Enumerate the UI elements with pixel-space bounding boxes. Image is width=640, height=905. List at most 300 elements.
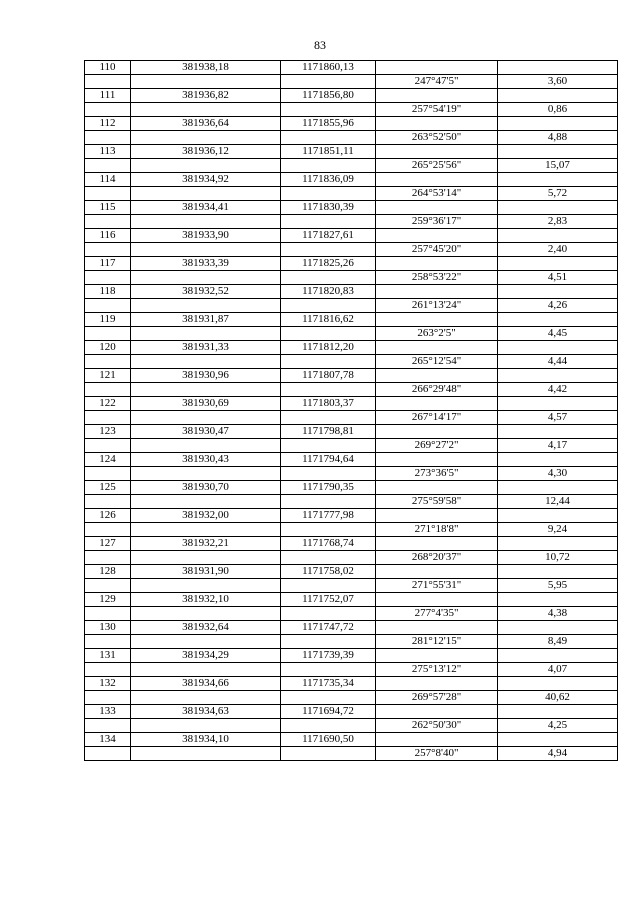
empty-cell	[281, 663, 376, 677]
segment-row	[85, 467, 618, 481]
empty-cell	[131, 607, 281, 621]
distance-cell: 4,94	[498, 747, 618, 761]
distance-cell: 15,07	[498, 159, 618, 173]
empty-cell	[498, 453, 618, 467]
empty-cell	[498, 649, 618, 663]
empty-cell	[85, 355, 131, 369]
x-coordinate-cell: 381934,41	[131, 201, 281, 215]
empty-cell	[376, 509, 498, 523]
empty-cell	[85, 215, 131, 229]
point-row	[85, 621, 618, 635]
empty-cell	[131, 103, 281, 117]
empty-cell	[376, 201, 498, 215]
direction-angle-cell: 265°25'56"	[376, 159, 498, 173]
y-coordinate-cell: 1171836,09	[281, 173, 376, 187]
x-coordinate-cell: 381934,63	[131, 705, 281, 719]
y-coordinate-cell: 1171768,74	[281, 537, 376, 551]
empty-cell	[376, 61, 498, 75]
direction-angle-cell: 265°12'54"	[376, 355, 498, 369]
empty-cell	[85, 635, 131, 649]
distance-cell: 40,62	[498, 691, 618, 705]
empty-cell	[376, 229, 498, 243]
empty-cell	[498, 397, 618, 411]
distance-cell: 10,72	[498, 551, 618, 565]
distance-cell: 4,51	[498, 271, 618, 285]
empty-cell	[281, 523, 376, 537]
empty-cell	[498, 117, 618, 131]
empty-cell	[281, 243, 376, 257]
point-row	[85, 201, 618, 215]
point-number-cell: 126	[85, 509, 131, 523]
point-row	[85, 537, 618, 551]
empty-cell	[131, 131, 281, 145]
x-coordinate-cell: 381931,90	[131, 565, 281, 579]
empty-cell	[131, 271, 281, 285]
empty-cell	[376, 173, 498, 187]
empty-cell	[85, 579, 131, 593]
empty-cell	[498, 369, 618, 383]
empty-cell	[281, 579, 376, 593]
y-coordinate-cell: 1171851,11	[281, 145, 376, 159]
point-number-cell: 122	[85, 397, 131, 411]
distance-cell: 4,25	[498, 719, 618, 733]
empty-cell	[85, 439, 131, 453]
empty-cell	[281, 719, 376, 733]
x-coordinate-cell: 381930,96	[131, 369, 281, 383]
point-number-cell: 115	[85, 201, 131, 215]
segment-row	[85, 327, 618, 341]
empty-cell	[498, 733, 618, 747]
segment-row	[85, 215, 618, 229]
point-number-cell: 114	[85, 173, 131, 187]
empty-cell	[281, 607, 376, 621]
empty-cell	[131, 579, 281, 593]
direction-angle-cell: 257°45'20"	[376, 243, 498, 257]
segment-row	[85, 187, 618, 201]
empty-cell	[281, 439, 376, 453]
direction-angle-cell: 258°53'22"	[376, 271, 498, 285]
point-row	[85, 425, 618, 439]
direction-angle-cell: 271°18'8"	[376, 523, 498, 537]
empty-cell	[376, 369, 498, 383]
empty-cell	[131, 635, 281, 649]
point-number-cell: 121	[85, 369, 131, 383]
empty-cell	[376, 425, 498, 439]
segment-row	[85, 635, 618, 649]
segment-row	[85, 691, 618, 705]
y-coordinate-cell: 1171694,72	[281, 705, 376, 719]
point-number-cell: 127	[85, 537, 131, 551]
empty-cell	[498, 425, 618, 439]
empty-cell	[376, 313, 498, 327]
x-coordinate-cell: 381934,92	[131, 173, 281, 187]
point-number-cell: 120	[85, 341, 131, 355]
empty-cell	[85, 131, 131, 145]
empty-cell	[131, 355, 281, 369]
empty-cell	[131, 747, 281, 761]
x-coordinate-cell: 381936,12	[131, 145, 281, 159]
empty-cell	[498, 257, 618, 271]
y-coordinate-cell: 1171860,13	[281, 61, 376, 75]
y-coordinate-cell: 1171830,39	[281, 201, 376, 215]
y-coordinate-cell: 1171735,34	[281, 677, 376, 691]
segment-row	[85, 747, 618, 761]
empty-cell	[376, 593, 498, 607]
point-number-cell: 116	[85, 229, 131, 243]
segment-row	[85, 103, 618, 117]
point-number-cell: 118	[85, 285, 131, 299]
direction-angle-cell: 247°47'5"	[376, 75, 498, 89]
empty-cell	[498, 593, 618, 607]
empty-cell	[281, 75, 376, 89]
point-row	[85, 649, 618, 663]
direction-angle-cell: 257°8'40"	[376, 747, 498, 761]
empty-cell	[85, 719, 131, 733]
empty-cell	[85, 747, 131, 761]
empty-cell	[85, 551, 131, 565]
empty-cell	[281, 355, 376, 369]
empty-cell	[498, 341, 618, 355]
direction-angle-cell: 273°36'5"	[376, 467, 498, 481]
empty-cell	[85, 691, 131, 705]
point-number-cell: 128	[85, 565, 131, 579]
x-coordinate-cell: 381933,90	[131, 229, 281, 243]
distance-cell: 5,95	[498, 579, 618, 593]
point-row	[85, 313, 618, 327]
y-coordinate-cell: 1171827,61	[281, 229, 376, 243]
distance-cell: 4,26	[498, 299, 618, 313]
empty-cell	[281, 691, 376, 705]
empty-cell	[131, 691, 281, 705]
direction-angle-cell: 268°20'37"	[376, 551, 498, 565]
distance-cell: 4,57	[498, 411, 618, 425]
empty-cell	[131, 299, 281, 313]
coordinates-table-body	[85, 61, 618, 761]
segment-row	[85, 719, 618, 733]
distance-cell: 4,07	[498, 663, 618, 677]
point-row	[85, 481, 618, 495]
y-coordinate-cell: 1171690,50	[281, 733, 376, 747]
empty-cell	[376, 397, 498, 411]
empty-cell	[281, 187, 376, 201]
empty-cell	[376, 481, 498, 495]
empty-cell	[498, 677, 618, 691]
segment-row	[85, 243, 618, 257]
empty-cell	[85, 327, 131, 341]
empty-cell	[376, 621, 498, 635]
point-row	[85, 341, 618, 355]
direction-angle-cell: 259°36'17"	[376, 215, 498, 229]
empty-cell	[281, 411, 376, 425]
segment-row	[85, 383, 618, 397]
segment-row	[85, 411, 618, 425]
y-coordinate-cell: 1171790,35	[281, 481, 376, 495]
y-coordinate-cell: 1171758,02	[281, 565, 376, 579]
point-row	[85, 117, 618, 131]
point-number-cell: 111	[85, 89, 131, 103]
distance-cell: 3,60	[498, 75, 618, 89]
empty-cell	[376, 453, 498, 467]
empty-cell	[281, 215, 376, 229]
direction-angle-cell: 263°2'5"	[376, 327, 498, 341]
direction-angle-cell: 269°27'2"	[376, 439, 498, 453]
direction-angle-cell: 269°57'28"	[376, 691, 498, 705]
empty-cell	[85, 411, 131, 425]
empty-cell	[498, 537, 618, 551]
empty-cell	[498, 285, 618, 299]
empty-cell	[131, 523, 281, 537]
empty-cell	[85, 495, 131, 509]
empty-cell	[131, 495, 281, 509]
empty-cell	[281, 551, 376, 565]
point-number-cell: 131	[85, 649, 131, 663]
empty-cell	[85, 299, 131, 313]
coordinates-table	[84, 60, 618, 761]
direction-angle-cell: 275°13'12"	[376, 663, 498, 677]
x-coordinate-cell: 381930,69	[131, 397, 281, 411]
empty-cell	[498, 89, 618, 103]
distance-cell: 4,17	[498, 439, 618, 453]
point-row	[85, 453, 618, 467]
empty-cell	[281, 495, 376, 509]
empty-cell	[85, 663, 131, 677]
direction-angle-cell: 264°53'14"	[376, 187, 498, 201]
empty-cell	[376, 285, 498, 299]
x-coordinate-cell: 381930,70	[131, 481, 281, 495]
segment-row	[85, 355, 618, 369]
distance-cell: 4,30	[498, 467, 618, 481]
empty-cell	[281, 383, 376, 397]
empty-cell	[85, 523, 131, 537]
empty-cell	[85, 187, 131, 201]
empty-cell	[131, 467, 281, 481]
point-row	[85, 733, 618, 747]
point-row	[85, 397, 618, 411]
empty-cell	[498, 229, 618, 243]
empty-cell	[498, 201, 618, 215]
point-row	[85, 229, 618, 243]
empty-cell	[376, 145, 498, 159]
empty-cell	[85, 75, 131, 89]
page-number: 83	[314, 38, 326, 52]
direction-angle-cell: 277°4'35"	[376, 607, 498, 621]
y-coordinate-cell: 1171856,80	[281, 89, 376, 103]
y-coordinate-cell: 1171816,62	[281, 313, 376, 327]
y-coordinate-cell: 1171752,07	[281, 593, 376, 607]
empty-cell	[376, 705, 498, 719]
x-coordinate-cell: 381932,00	[131, 509, 281, 523]
segment-row	[85, 159, 618, 173]
segment-row	[85, 439, 618, 453]
point-number-cell: 132	[85, 677, 131, 691]
point-number-cell: 117	[85, 257, 131, 271]
direction-angle-cell: 257°54'19"	[376, 103, 498, 117]
empty-cell	[498, 705, 618, 719]
empty-cell	[498, 621, 618, 635]
x-coordinate-cell: 381932,64	[131, 621, 281, 635]
y-coordinate-cell: 1171794,64	[281, 453, 376, 467]
empty-cell	[131, 75, 281, 89]
segment-row	[85, 271, 618, 285]
empty-cell	[376, 117, 498, 131]
distance-cell: 4,44	[498, 355, 618, 369]
distance-cell: 2,40	[498, 243, 618, 257]
y-coordinate-cell: 1171807,78	[281, 369, 376, 383]
x-coordinate-cell: 381930,43	[131, 453, 281, 467]
distance-cell: 12,44	[498, 495, 618, 509]
empty-cell	[498, 145, 618, 159]
empty-cell	[376, 257, 498, 271]
segment-row	[85, 607, 618, 621]
segment-row	[85, 579, 618, 593]
x-coordinate-cell: 381931,33	[131, 341, 281, 355]
direction-angle-cell: 266°29'48"	[376, 383, 498, 397]
segment-row	[85, 551, 618, 565]
point-number-cell: 110	[85, 61, 131, 75]
x-coordinate-cell: 381936,82	[131, 89, 281, 103]
empty-cell	[281, 327, 376, 341]
empty-cell	[281, 271, 376, 285]
point-row	[85, 257, 618, 271]
empty-cell	[85, 103, 131, 117]
empty-cell	[376, 649, 498, 663]
point-number-cell: 130	[85, 621, 131, 635]
point-row	[85, 509, 618, 523]
empty-cell	[85, 271, 131, 285]
x-coordinate-cell: 381936,64	[131, 117, 281, 131]
empty-cell	[281, 159, 376, 173]
x-coordinate-cell: 381930,47	[131, 425, 281, 439]
empty-cell	[376, 677, 498, 691]
point-row	[85, 705, 618, 719]
point-number-cell: 113	[85, 145, 131, 159]
empty-cell	[131, 187, 281, 201]
empty-cell	[281, 467, 376, 481]
segment-row	[85, 523, 618, 537]
direction-angle-cell: 267°14'17"	[376, 411, 498, 425]
segment-row	[85, 131, 618, 145]
empty-cell	[281, 635, 376, 649]
direction-angle-cell: 262°50'30"	[376, 719, 498, 733]
empty-cell	[281, 299, 376, 313]
empty-cell	[281, 103, 376, 117]
x-coordinate-cell: 381934,10	[131, 733, 281, 747]
x-coordinate-cell: 381931,87	[131, 313, 281, 327]
empty-cell	[376, 733, 498, 747]
x-coordinate-cell: 381932,21	[131, 537, 281, 551]
distance-cell: 4,88	[498, 131, 618, 145]
empty-cell	[498, 173, 618, 187]
segment-row	[85, 75, 618, 89]
empty-cell	[131, 411, 281, 425]
x-coordinate-cell: 381933,39	[131, 257, 281, 271]
empty-cell	[376, 565, 498, 579]
segment-row	[85, 299, 618, 313]
empty-cell	[498, 313, 618, 327]
y-coordinate-cell: 1171855,96	[281, 117, 376, 131]
empty-cell	[85, 607, 131, 621]
y-coordinate-cell: 1171747,72	[281, 621, 376, 635]
point-row	[85, 173, 618, 187]
direction-angle-cell: 275°59'58"	[376, 495, 498, 509]
empty-cell	[376, 89, 498, 103]
distance-cell: 4,42	[498, 383, 618, 397]
point-number-cell: 124	[85, 453, 131, 467]
segment-row	[85, 663, 618, 677]
x-coordinate-cell: 381934,29	[131, 649, 281, 663]
point-row	[85, 565, 618, 579]
y-coordinate-cell: 1171798,81	[281, 425, 376, 439]
empty-cell	[131, 159, 281, 173]
y-coordinate-cell: 1171739,39	[281, 649, 376, 663]
empty-cell	[376, 537, 498, 551]
empty-cell	[281, 747, 376, 761]
y-coordinate-cell: 1171820,83	[281, 285, 376, 299]
direction-angle-cell: 281°12'15"	[376, 635, 498, 649]
direction-angle-cell: 261°13'24"	[376, 299, 498, 313]
distance-cell: 2,83	[498, 215, 618, 229]
y-coordinate-cell: 1171812,20	[281, 341, 376, 355]
empty-cell	[498, 481, 618, 495]
empty-cell	[281, 131, 376, 145]
distance-cell: 4,45	[498, 327, 618, 341]
empty-cell	[498, 61, 618, 75]
y-coordinate-cell: 1171803,37	[281, 397, 376, 411]
empty-cell	[131, 551, 281, 565]
y-coordinate-cell: 1171777,98	[281, 509, 376, 523]
point-number-cell: 134	[85, 733, 131, 747]
empty-cell	[85, 243, 131, 257]
distance-cell: 0,86	[498, 103, 618, 117]
empty-cell	[85, 467, 131, 481]
empty-cell	[131, 719, 281, 733]
point-row	[85, 369, 618, 383]
point-number-cell: 119	[85, 313, 131, 327]
distance-cell: 5,72	[498, 187, 618, 201]
empty-cell	[498, 565, 618, 579]
direction-angle-cell: 263°52'50"	[376, 131, 498, 145]
x-coordinate-cell: 381932,10	[131, 593, 281, 607]
direction-angle-cell: 271°55'31"	[376, 579, 498, 593]
empty-cell	[131, 663, 281, 677]
point-row	[85, 285, 618, 299]
x-coordinate-cell: 381932,52	[131, 285, 281, 299]
point-number-cell: 123	[85, 425, 131, 439]
empty-cell	[131, 439, 281, 453]
distance-cell: 4,38	[498, 607, 618, 621]
point-row	[85, 145, 618, 159]
empty-cell	[131, 215, 281, 229]
point-row	[85, 677, 618, 691]
empty-cell	[131, 243, 281, 257]
empty-cell	[376, 341, 498, 355]
point-number-cell: 129	[85, 593, 131, 607]
point-number-cell: 133	[85, 705, 131, 719]
point-number-cell: 125	[85, 481, 131, 495]
x-coordinate-cell: 381934,66	[131, 677, 281, 691]
point-row	[85, 89, 618, 103]
empty-cell	[131, 327, 281, 341]
point-number-cell: 112	[85, 117, 131, 131]
distance-cell: 9,24	[498, 523, 618, 537]
y-coordinate-cell: 1171825,26	[281, 257, 376, 271]
segment-row	[85, 495, 618, 509]
empty-cell	[85, 159, 131, 173]
point-row	[85, 61, 618, 75]
empty-cell	[85, 383, 131, 397]
point-row	[85, 593, 618, 607]
empty-cell	[131, 383, 281, 397]
